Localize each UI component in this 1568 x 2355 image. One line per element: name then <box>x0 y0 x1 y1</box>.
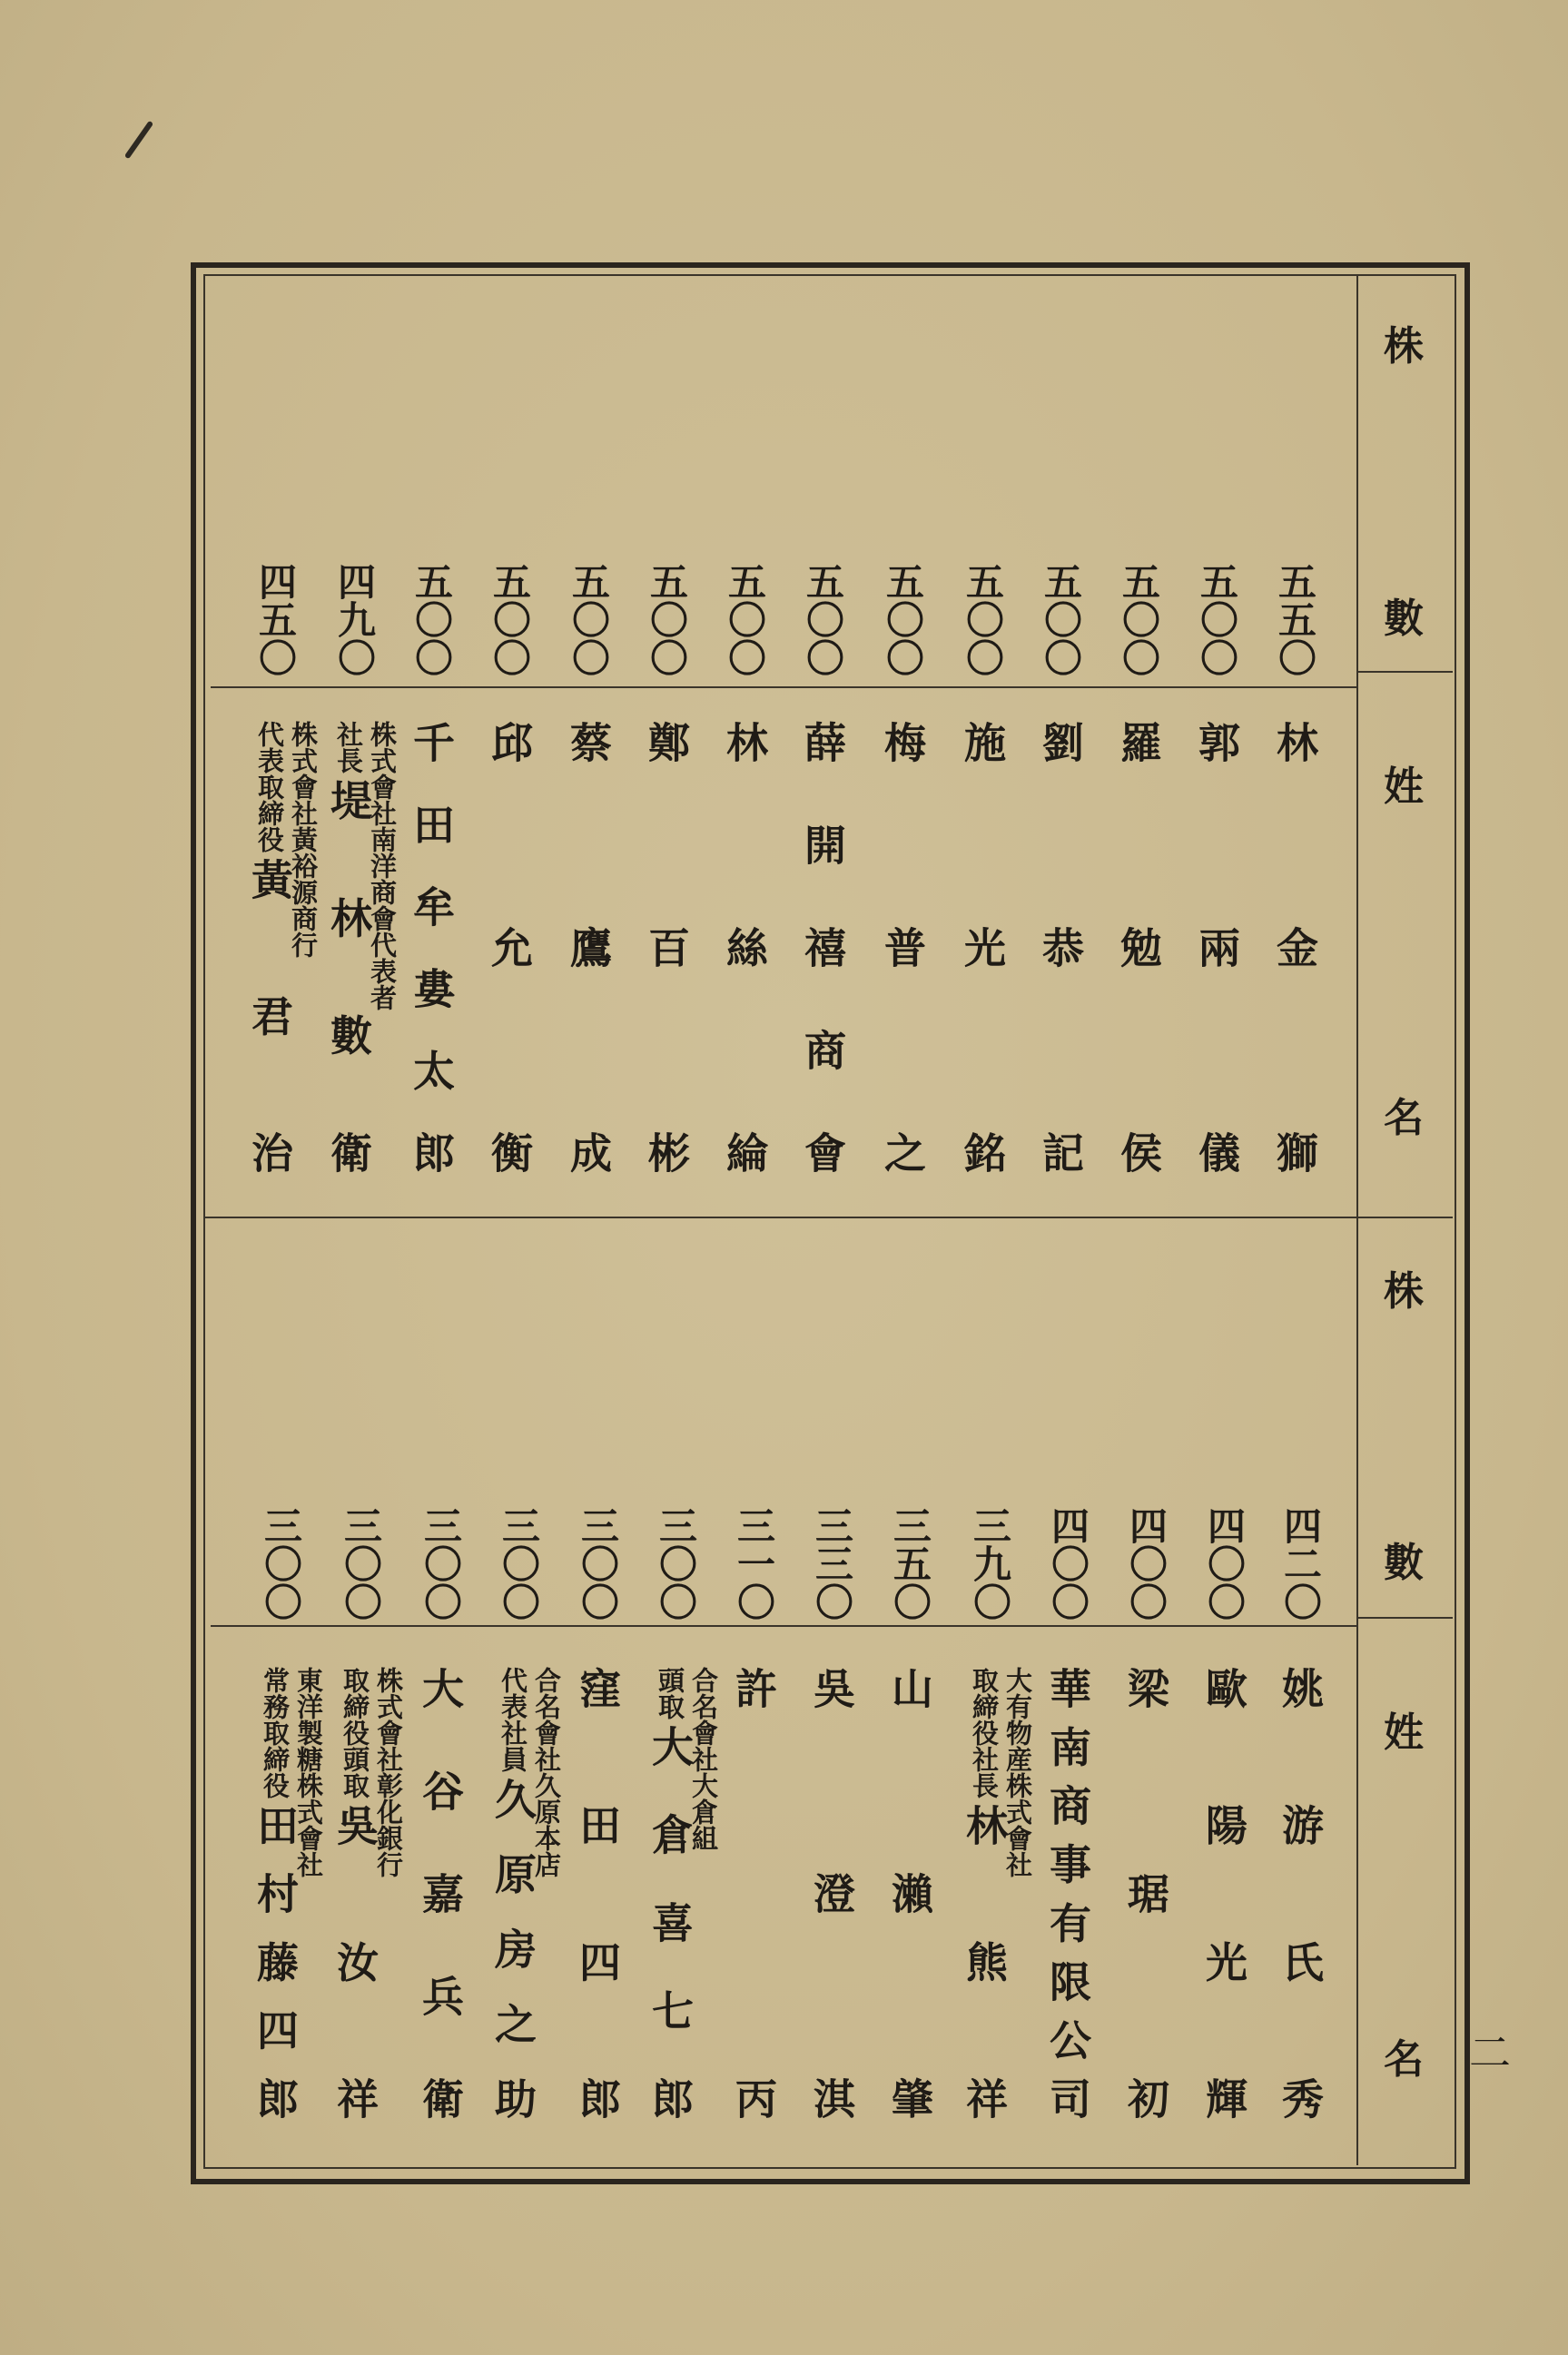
shareholder-name: 吳澄淇 <box>807 1667 856 2119</box>
shareholder-name: 薛開禧商會 <box>798 721 847 1173</box>
name-cell <box>782 721 863 1173</box>
company-name: 合名會社久原本店 <box>531 1667 562 1877</box>
header-lower-shares-char2: 數 <box>1384 1540 1424 1586</box>
shareholder-name: 施光銘 <box>958 721 1007 1173</box>
name-column <box>1027 1667 1109 2119</box>
shareholder-name: 堤林數衛 <box>324 779 373 1173</box>
share-count: 五〇〇 <box>1039 562 1083 676</box>
header-column-divider <box>1356 274 1358 2165</box>
shareholder-name: 蔡鷹成 <box>564 721 613 1173</box>
share-count: 五〇〇 <box>1117 562 1161 676</box>
share-count: 五〇〇 <box>409 562 454 676</box>
upper-shares-rule <box>211 686 1356 688</box>
name-cell <box>869 1667 951 2119</box>
name-cell <box>635 1667 719 2119</box>
share-count: 三〇〇 <box>339 1506 383 1621</box>
name-column <box>1105 1667 1187 2119</box>
name-cell <box>547 721 629 1173</box>
shareholder-name: 吳汝祥 <box>330 1804 380 2119</box>
name-cell <box>399 1667 481 2119</box>
name-column <box>704 721 785 1173</box>
name-column <box>1020 721 1101 1173</box>
header-upper-name-char1: 姓 <box>1384 764 1424 810</box>
shareholder-name: 林熊祥 <box>960 1804 1009 2119</box>
position-title: 社長 <box>333 721 364 774</box>
shareholder-name: 許丙 <box>729 1667 778 2119</box>
name-column <box>399 1667 481 2119</box>
position-title: 常務取締役 <box>260 1667 291 1798</box>
header-upper-name-char2: 名 <box>1384 1095 1424 1141</box>
shareholder-name: 窪田四郎 <box>573 1667 622 2119</box>
name-column <box>557 1667 638 2119</box>
name-cell <box>320 1667 404 2119</box>
share-count: 四五〇 <box>253 562 298 676</box>
name-column <box>314 1667 396 2119</box>
share-count: 三〇〇 <box>576 1506 620 1621</box>
shareholder-name: 鄭百彬 <box>642 721 691 1173</box>
shareholder-name: 姚游氏秀 <box>1276 1667 1325 2119</box>
share-count: 五〇〇 <box>961 562 1005 676</box>
name-column <box>1098 721 1179 1173</box>
shareholder-name: 黃君治 <box>245 858 294 1173</box>
share-count: 四二〇 <box>1278 1506 1323 1621</box>
name-cell <box>234 721 319 1173</box>
section-divider <box>205 1217 1453 1218</box>
name-cell <box>1027 1667 1109 2119</box>
share-count: 三三〇 <box>810 1506 854 1621</box>
position-title: 代表社員 <box>498 1667 528 1772</box>
position-title: 頭取 <box>655 1667 685 1719</box>
share-count: 三〇〇 <box>419 1506 463 1621</box>
name-column <box>468 721 550 1173</box>
name-column <box>869 1667 951 2119</box>
company-name: 大有物産株式會社 <box>1002 1667 1033 1877</box>
name-column <box>943 1667 1025 2119</box>
name-cell <box>557 1667 638 2119</box>
name-column <box>1183 1667 1265 2119</box>
name-column <box>629 1667 711 2119</box>
page-number: 二 <box>1469 2028 1511 2077</box>
share-count: 四〇〇 <box>1202 1506 1247 1621</box>
name-column <box>862 721 943 1173</box>
name-cell <box>626 721 707 1173</box>
header-divider-lower <box>1356 1617 1453 1619</box>
name-cell <box>704 721 785 1173</box>
name-column <box>1176 721 1257 1173</box>
name-column <box>234 1667 316 2119</box>
share-count: 四九〇 <box>332 562 377 676</box>
shareholder-name: 邱允衡 <box>485 721 534 1173</box>
name-column <box>1254 721 1336 1173</box>
share-count: 三九〇 <box>968 1506 1012 1621</box>
header-divider-upper <box>1356 671 1453 673</box>
share-count: 五〇〇 <box>723 562 767 676</box>
name-cell <box>390 721 472 1173</box>
name-column <box>791 1667 873 2119</box>
share-count: 五〇〇 <box>881 562 925 676</box>
shareholder-name: 歐陽光輝 <box>1199 1667 1248 2119</box>
company-name: 株式會社黃裕源商行 <box>288 721 319 958</box>
shareholder-name: 田村藤四郎 <box>251 1804 300 2119</box>
name-cell <box>1098 721 1179 1173</box>
shareholder-name: 華南商事有限公司 <box>1043 1667 1092 2119</box>
name-column <box>308 721 390 1173</box>
name-column <box>626 721 707 1173</box>
shareholder-name: 劉恭記 <box>1036 721 1085 1173</box>
position-title: 取締役頭取 <box>340 1667 370 1798</box>
company-name: 合名會社大倉組 <box>688 1667 719 1851</box>
name-column <box>782 721 863 1173</box>
share-count: 四〇〇 <box>1046 1506 1090 1621</box>
share-count: 五〇〇 <box>645 562 689 676</box>
header-lower-name-char1: 姓 <box>1384 1710 1424 1756</box>
name-column <box>472 1667 554 2119</box>
header-lower-shares-char1: 株 <box>1384 1268 1424 1315</box>
share-count: 五五〇 <box>1273 562 1317 676</box>
company-name: 東洋製糖株式會社 <box>293 1667 324 1877</box>
share-count: 五〇〇 <box>1195 562 1239 676</box>
position-title: 代表取締役 <box>254 721 285 852</box>
name-column <box>390 721 472 1173</box>
name-cell <box>942 721 1023 1173</box>
shareholder-name: 大谷嘉兵衛 <box>416 1667 465 2119</box>
company-name: 株式會社彰化銀行 <box>373 1667 404 1877</box>
shareholder-name: 久原房之助 <box>488 1778 537 2119</box>
share-count: 三〇〇 <box>259 1506 303 1621</box>
share-count: 三一〇 <box>732 1506 776 1621</box>
share-count: 四〇〇 <box>1124 1506 1169 1621</box>
position-title: 取締役社長 <box>969 1667 1000 1798</box>
shareholder-name: 林金獅 <box>1270 721 1319 1173</box>
name-column <box>1259 1667 1341 2119</box>
share-count: 五〇〇 <box>801 562 845 676</box>
header-lower-name-char2: 名 <box>1384 2036 1424 2083</box>
share-count: 三〇〇 <box>497 1506 541 1621</box>
shareholder-name: 大倉喜七郎 <box>646 1725 695 2119</box>
name-cell <box>478 1667 562 2119</box>
shareholder-name: 郭兩儀 <box>1192 721 1241 1173</box>
company-name: 株式會社南洋商會代表者 <box>367 721 398 1010</box>
shareholder-name: 羅勉侯 <box>1114 721 1163 1173</box>
name-cell <box>1183 1667 1265 2119</box>
name-cell <box>713 1667 794 2119</box>
name-cell <box>791 1667 873 2119</box>
header-upper-shares-char2: 數 <box>1384 596 1424 642</box>
name-cell <box>1259 1667 1341 2119</box>
name-column <box>229 721 311 1173</box>
shareholder-name: 梅普之 <box>878 721 927 1173</box>
shareholder-name: 梁琚初 <box>1121 1667 1170 2119</box>
name-cell <box>862 721 943 1173</box>
name-cell <box>1254 721 1336 1173</box>
shareholder-name: 千田牟婁太郎 <box>407 721 456 1173</box>
name-cell <box>468 721 550 1173</box>
header-upper-shares-char1: 株 <box>1384 323 1424 370</box>
share-count: 五〇〇 <box>567 562 611 676</box>
share-count: 五〇〇 <box>488 562 532 676</box>
name-cell <box>949 1667 1031 2119</box>
name-cell <box>313 721 398 1173</box>
name-column <box>713 1667 794 2119</box>
name-column <box>547 721 629 1173</box>
name-cell <box>240 1667 324 2119</box>
name-cell <box>1105 1667 1187 2119</box>
share-count: 三五〇 <box>888 1506 932 1621</box>
name-cell <box>1176 721 1257 1173</box>
share-count: 三〇〇 <box>654 1506 698 1621</box>
name-cell <box>1020 721 1101 1173</box>
shareholder-name: 林絲綸 <box>720 721 769 1173</box>
shareholder-name: 山瀨肇 <box>885 1667 934 2119</box>
name-column <box>942 721 1023 1173</box>
